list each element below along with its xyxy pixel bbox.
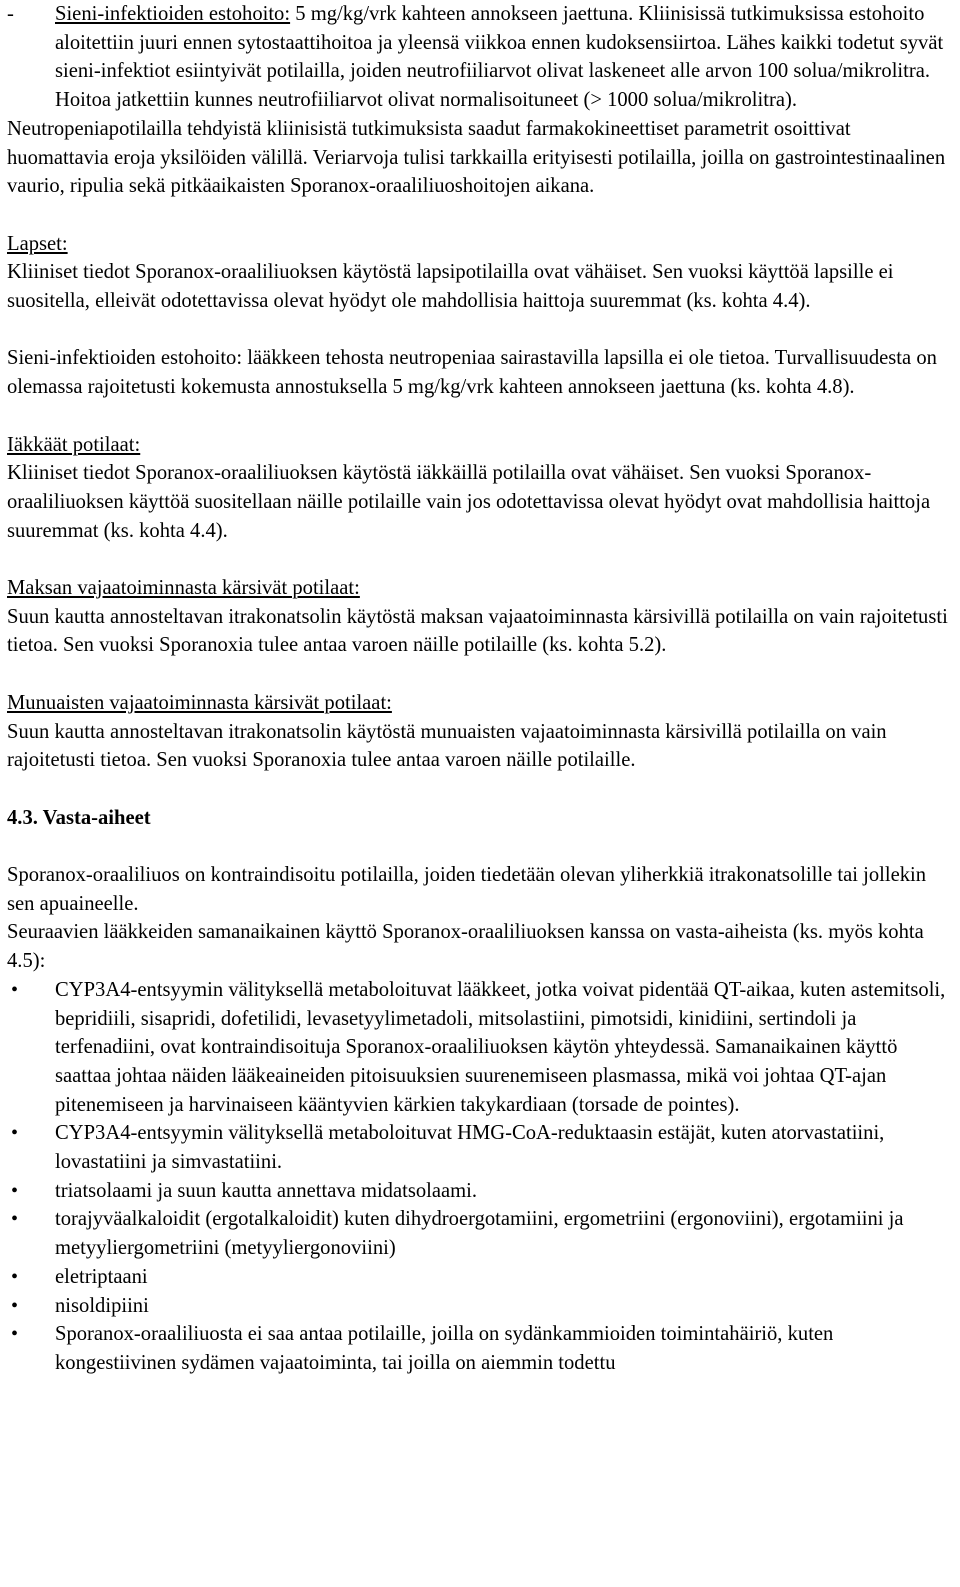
spacer bbox=[7, 402, 955, 431]
list-item-text: CYP3A4-entsyymin välityksellä metaboloituvat HMG-CoA-reduktaasin estäjät, kuten atorvastatiini, lovastatiini ja simvastatiini. bbox=[55, 1122, 885, 1174]
spacer bbox=[7, 201, 955, 230]
list-item-text: torajyväalkaloidit (ergotalkaloidit) kuten dihydroergotamiini, ergometriini (ergonoviini), ergotamiini ja metyyliergometriini (metyyliergonoviini) bbox=[55, 1208, 904, 1260]
spacer bbox=[7, 775, 955, 804]
dash-marker: - bbox=[7, 3, 14, 25]
children-prophylaxis-text: Sieni-infektioiden estohoito: lääkkeen tehosta neutropeniaa sairastavilla lapsilla ei ole tietoa. Turvallisuudesta on olemassa rajoitetusti kokemusta annostuksella 5 mg/kg/vrk kahteen annokseen jaettuna (ks. kohta 4.8). bbox=[7, 347, 937, 399]
renal-heading: Munuaisten vajaatoiminnasta kärsivät potilaat: bbox=[7, 691, 392, 714]
bullet-icon: • bbox=[11, 1122, 19, 1145]
elderly-heading: Iäkkäät potilaat: bbox=[7, 433, 141, 456]
intro-text: 5 mg/kg/vrk kahteen annokseen jaettuna. Kliinisissä tutkimuksissa estohoito aloitettiin juuri ennen sytostaattihoitoa ja yleensä viikkoa ennen kudoksensiirtoa. Lähes kaikki todetut syvät sieni-infektiot esiintyivät potilailla, joiden neutrofiiliarvot olivat laskeneet alle arvon 100 solua/mikrolitra. bbox=[55, 3, 944, 83]
list-item-text: eletriptaani bbox=[55, 1265, 148, 1288]
spacer bbox=[7, 832, 955, 861]
list-item-text: CYP3A4-entsyymin välityksellä metaboloituvat lääkkeet, jotka voivat pidentää QT-aikaa, kuten astemitsoli, bepridiili, sisapridi, dofetilidi, levasetyylimetadoli, mitsolastiini, pimotsidi, kinidiini, sertindoli ja terfenadiini, ovat kontraindisoituja Sporanox-oraaliliuoksen käytön yhteydessä. Samanaikainen käyttö saattaa johtaa näiden lääkeaineiden pitoisuuksien suurenemiseen plasmassa, mikä voi johtaa QT-ajan pitenemiseen ja harvinaiseen kääntyvien kärkien takykardiaan (torsade de pointes). bbox=[55, 978, 946, 1116]
renal-text: Suun kautta annosteltavan itrakonatsolin käytöstä munuaisten vajaatoiminnasta kärsivillä potilailla on vain rajoitetusti tietoa. Sen vuoksi Sporanoxia tulee antaa varoen näille potilaille. bbox=[7, 720, 887, 772]
neutropenia-paragraph: Neutropeniapotilailla tehdyistä kliinisistä tutkimuksista saadut farmakokineettiset parametrit osoittivat huomattavia eroja yksilöiden välillä. Veriarvoja tulisi tarkkailla erityisesti potilailla, joilla on gastrointestinaalinen vaurio, ripulia sekä pitkäaikaisten Sporanox-oraaliliuoshoitojen aikana. bbox=[7, 117, 946, 198]
intro-text-continued: Hoitoa jatkettiin kunnes neutrofiiliarvot olivat normalisoituneet (> 1000 solua/mikrolitra). bbox=[55, 89, 797, 112]
list-item-text: Sporanox-oraaliliuosta ei saa antaa potilaille, joilla on sydänkammioiden toimintahäiriö, kuten kongestiivinen sydämen vajaatoiminta, tai joilla on aiemmin todettu bbox=[55, 1323, 834, 1374]
bullet-icon: • bbox=[11, 1179, 19, 1202]
list-item bbox=[7, 1205, 955, 1262]
list-item-text: nisoldipiini bbox=[55, 1294, 149, 1317]
list-item bbox=[7, 1119, 955, 1176]
children-text: Kliiniset tiedot Sporanox-oraaliliuoksen käytöstä lapsipotilailla ovat vähäiset. Sen vuoksi käyttöä lapsille ei suositella, elleivät odotettavissa olevat hyödyt ole mahdollisia haittoja suuremmat (ks. kohta 4.4). bbox=[7, 261, 894, 313]
intro-dash-item bbox=[7, 0, 955, 115]
spacer bbox=[7, 316, 955, 345]
bullet-icon: • bbox=[11, 1208, 19, 1231]
list-item bbox=[7, 976, 955, 1120]
list-item-text: triatsolaami ja suun kautta annettava midatsolaami. bbox=[55, 1179, 478, 1202]
section-heading: 4.3. Vasta-aiheet bbox=[7, 806, 151, 829]
intro-paragraph bbox=[55, 0, 955, 115]
bullet-icon: • bbox=[11, 1294, 19, 1317]
contraindication-paragraph-2: Seuraavien lääkkeiden samanaikainen käyttö Sporanox-oraaliliuoksen kanssa on vasta-aiheista (ks. myös kohta 4.5): bbox=[7, 921, 924, 973]
bullet-icon: • bbox=[11, 1265, 19, 1288]
spacer bbox=[7, 545, 955, 574]
hepatic-text: Suun kautta annosteltavan itrakonatsolin käytöstä maksan vajaatoiminnasta kärsivillä potilailla on vain rajoitetusti tietoa. Sen vuoksi Sporanoxia tulee antaa varoen näille potilaille (ks. kohta 5.2). bbox=[7, 605, 948, 657]
contraindication-list bbox=[7, 976, 955, 1378]
document-page bbox=[7, 0, 955, 1378]
list-item bbox=[7, 1292, 955, 1321]
contraindication-paragraph-1: Sporanox-oraaliliuos on kontraindisoitu potilailla, joiden tiedetään olevan yliherkkiä itrakonatsolille tai jollekin sen apuaineelle. bbox=[7, 863, 927, 915]
intro-lead: Sieni-infektioiden estohoito: bbox=[55, 3, 291, 25]
hepatic-heading: Maksan vajaatoiminnasta kärsivät potilaat: bbox=[7, 577, 360, 599]
bullet-icon: • bbox=[11, 978, 19, 1001]
list-item bbox=[7, 1177, 955, 1206]
list-item bbox=[7, 1320, 955, 1377]
children-heading: Lapset: bbox=[7, 232, 68, 255]
bullet-icon: • bbox=[11, 1323, 19, 1346]
spacer bbox=[7, 660, 955, 689]
elderly-text: Kliiniset tiedot Sporanox-oraaliliuoksen käytöstä iäkkäillä potilailla ovat vähäiset. Sen vuoksi Sporanox-oraaliliuoksen käyttöä suositellaan näille potilaille vain jos odotettavissa olevat hyödyt ovat mahdollisia haittoja suuremmat (ks. kohta 4.4). bbox=[7, 462, 931, 542]
list-item bbox=[7, 1263, 955, 1292]
